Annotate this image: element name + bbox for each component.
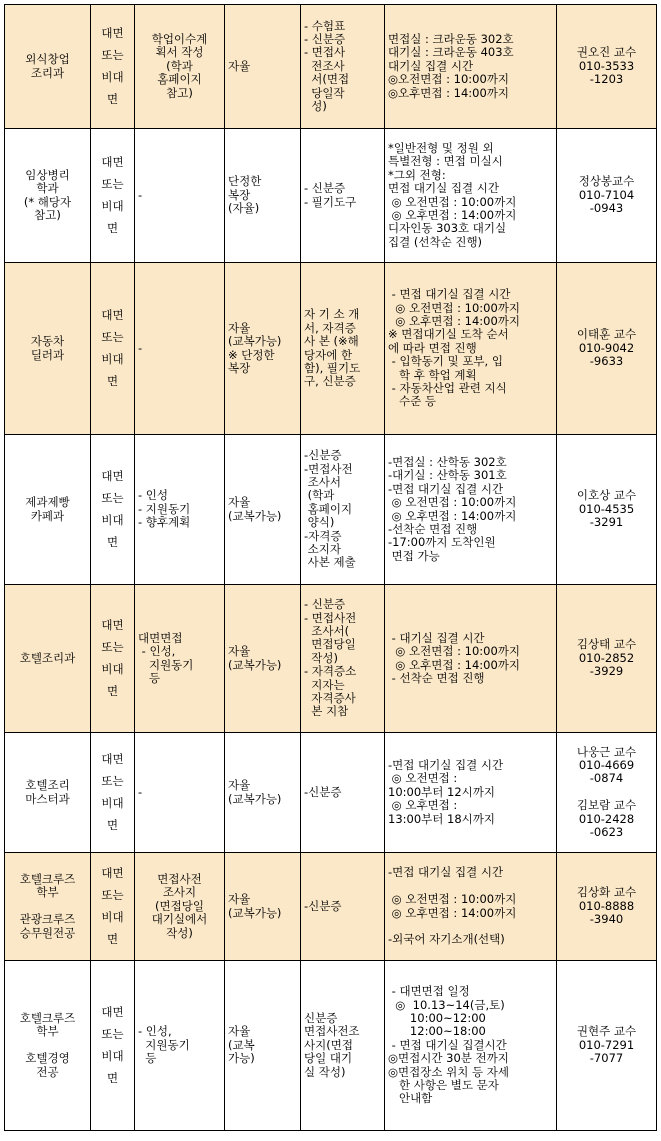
cell-line: 이호상 교수 xyxy=(576,488,637,503)
cell-line: 외식창업 xyxy=(25,52,70,67)
cell-line: 010-4669 xyxy=(578,757,635,772)
cell-line: -외국어 자기소개(선택) xyxy=(388,932,505,947)
cell-line: 010-2428 xyxy=(578,811,635,826)
cell-line: ◎오전면접 : 10:00까지 xyxy=(388,72,510,87)
cell-line: 대면 xyxy=(101,308,124,322)
cell-line: 대기실 : 크라운동 403호 xyxy=(388,45,514,60)
cell-line: ◎ 10.13~14(금,토) xyxy=(388,997,505,1012)
cell-line: 조사서 xyxy=(304,474,341,489)
department-cell xyxy=(5,435,91,585)
cell-line: 작성) xyxy=(166,925,193,940)
cell-line: ◎ 오전면접 : 10:00까지 xyxy=(388,495,517,510)
cell-line: 양식) xyxy=(304,515,335,530)
notes-cell xyxy=(385,5,557,129)
cell-line: 홈페이지 xyxy=(304,501,353,516)
cell-line: 사 본 (※해 xyxy=(304,334,359,349)
cell-line: -신분증 xyxy=(304,898,342,913)
interview-mode-cell xyxy=(91,5,135,129)
cell-line: 당자에 한 xyxy=(304,347,353,362)
cell-line xyxy=(560,786,653,799)
table-row xyxy=(5,853,657,961)
cell-line: ◎ 오전면접 : xyxy=(388,771,458,786)
cell-line: 한 사항은 별도 문자 xyxy=(388,1078,499,1093)
cell-line: 대면 xyxy=(101,26,124,40)
notes-cell xyxy=(385,961,557,1131)
cell-line: 대면 xyxy=(101,1005,124,1019)
required-items-cell xyxy=(301,129,385,263)
cell-line: -면접 대기실 집결 시간 xyxy=(388,865,504,880)
cell-line: 홈페이지 xyxy=(157,72,202,87)
cell-line: 대면 xyxy=(101,469,124,483)
cell-line: 학부 xyxy=(36,1024,59,1039)
cell-line: 획서 작성 xyxy=(155,45,204,60)
cell-line: 정상봉교수 xyxy=(578,174,635,189)
cell-line: -자격증 xyxy=(304,528,342,543)
interview-schedule-table xyxy=(4,4,657,1131)
cell-line: 성) xyxy=(304,99,327,114)
cell-line: - 인성 xyxy=(138,488,169,503)
cell-line: 가능) xyxy=(228,1051,255,1066)
cell-line: 비대 xyxy=(101,352,124,366)
dress-code-cell xyxy=(225,5,301,129)
cell-line: 대면 xyxy=(101,752,124,766)
cell-line: 대기실 집결 시간 xyxy=(388,58,474,73)
cell-line: - 지원동기 xyxy=(138,501,191,516)
cell-line: 비대 xyxy=(101,662,124,676)
cell-line: - 신분증 xyxy=(304,181,346,196)
cell-line: 수준 등 xyxy=(388,394,436,409)
cell-line: -1203 xyxy=(589,72,624,87)
interview-mode-cell xyxy=(91,129,135,263)
cell-line: -0874 xyxy=(589,771,624,786)
cell-line: 또는 xyxy=(101,177,124,191)
cell-line: -면접사전 xyxy=(304,461,353,476)
contact-cell xyxy=(557,733,657,853)
cell-line: - 면접사전 xyxy=(304,610,357,625)
department-cell xyxy=(5,961,91,1131)
cell-line: *일반전형 및 정원 외 xyxy=(388,140,494,155)
cell-line: (자율) xyxy=(228,201,260,216)
cell-line: 전조사 xyxy=(304,58,345,73)
cell-line: (교복가능) xyxy=(228,657,282,672)
cell-line: 호텔경영 xyxy=(25,1051,70,1066)
cell-line: 안내함 xyxy=(388,1091,433,1106)
interview-content-cell xyxy=(135,129,225,263)
cell-line: - 면접사 xyxy=(304,45,346,60)
cell-line: 010-9042 xyxy=(578,340,635,355)
cell-line: 면 xyxy=(106,92,119,106)
cell-line: 구, 신분증 xyxy=(304,374,356,389)
cell-line: -신분증 xyxy=(304,448,342,463)
notes-cell xyxy=(385,733,557,853)
cell-line: - 인성, xyxy=(138,644,176,659)
cell-line: 면접실 : 크라운동 302호 xyxy=(388,31,514,46)
cell-line: 13:00부터 18시까지 xyxy=(388,811,495,826)
department-cell xyxy=(5,585,91,733)
cell-line: 자격증사 xyxy=(304,691,356,706)
cell-line: 자율 xyxy=(228,495,251,510)
cell-line: 마스터과 xyxy=(25,791,70,806)
cell-line: 본 지참 xyxy=(304,704,349,719)
cell-line: 카페과 xyxy=(30,508,65,523)
cell-line: -3291 xyxy=(589,515,624,530)
cell-line: 10:00~12:00 xyxy=(388,1010,486,1025)
interview-content-cell xyxy=(135,263,225,435)
cell-line: - 수험표 xyxy=(304,18,346,33)
cell-line: 학부 xyxy=(36,885,59,900)
cell-line xyxy=(8,900,87,913)
table-row xyxy=(5,733,657,853)
cell-line: 작성) xyxy=(304,650,339,665)
cell-line: - xyxy=(138,784,143,799)
cell-line: 면 xyxy=(106,221,119,235)
cell-line: 자율 xyxy=(228,58,251,73)
cell-line: 자 기 소 개 xyxy=(304,307,360,322)
cell-line: -대기실 : 산학동 301호 xyxy=(388,468,507,483)
cell-line: 대기실에서 xyxy=(151,912,208,927)
dress-code-cell xyxy=(225,853,301,961)
cell-line: ◎ 오전면접 : 10:00까지 xyxy=(388,300,520,315)
cell-line: 신분증 xyxy=(304,1010,338,1025)
cell-line: 호텔조리과 xyxy=(19,650,76,665)
required-items-cell xyxy=(301,853,385,961)
cell-line: 또는 xyxy=(101,48,124,62)
cell-line: 또는 xyxy=(101,640,124,654)
required-items-cell xyxy=(301,5,385,129)
cell-line: ◎ 오전면접 : 10:00까지 xyxy=(388,892,517,907)
cell-line: 학 후 학업 계획 xyxy=(388,367,477,382)
table-row xyxy=(5,435,657,585)
cell-line xyxy=(8,1039,87,1052)
interview-mode-cell xyxy=(91,733,135,853)
required-items-cell xyxy=(301,961,385,1131)
cell-line: 자율 xyxy=(228,644,251,659)
cell-line: - 입학동기 및 포부, 입 xyxy=(388,354,503,369)
cell-line: 김상화 교수 xyxy=(576,885,637,900)
table-body xyxy=(5,5,657,1131)
cell-line: 학업이수계 xyxy=(151,31,208,46)
cell-line: 복장 xyxy=(228,360,251,375)
cell-line: 실 작성) xyxy=(304,1064,346,1079)
cell-line: ◎ 오후면접 : xyxy=(388,798,458,813)
cell-line: 김보람 교수 xyxy=(576,798,637,813)
cell-line: -3940 xyxy=(589,912,624,927)
cell-line: -17:00까지 도착인원 xyxy=(388,535,496,550)
cell-line: 또는 xyxy=(101,491,124,505)
cell-line: 비대 xyxy=(101,70,124,84)
cell-line: 10:00부터 12시까지 xyxy=(388,784,495,799)
cell-line: 자동차 xyxy=(30,334,65,349)
cell-line: 대면 xyxy=(101,866,124,880)
contact-cell xyxy=(557,961,657,1131)
department-cell xyxy=(5,263,91,435)
cell-line: *그외 전형: xyxy=(388,167,446,182)
cell-line: (교복가능) xyxy=(228,334,282,349)
cell-line: 등 xyxy=(138,1051,157,1066)
cell-line: 010-4535 xyxy=(578,501,635,516)
cell-line: 또는 xyxy=(101,330,124,344)
cell-line: -면접 대기실 집결 시간 xyxy=(388,757,504,772)
cell-line: - 자동차산업 관련 지식 xyxy=(388,381,507,396)
table-row xyxy=(5,129,657,263)
cell-line: (면접당일 xyxy=(155,898,204,913)
admission-interview-table-wrapper xyxy=(4,4,657,1131)
cell-line: -3929 xyxy=(589,664,624,679)
cell-line: 등 xyxy=(138,670,161,685)
contact-cell xyxy=(557,129,657,263)
cell-line: ◎ 오전면접 : 10:00까지 xyxy=(388,194,517,209)
cell-line: ◎ 오후면접 : 14:00까지 xyxy=(388,905,517,920)
required-items-cell xyxy=(301,435,385,585)
cell-line: (교복가능) xyxy=(228,508,282,523)
cell-line: ◎오후면접 : 14:00까지 xyxy=(388,85,510,100)
dress-code-cell xyxy=(225,733,301,853)
cell-line: -9633 xyxy=(589,354,624,369)
cell-line: 자율 xyxy=(228,1024,251,1039)
cell-line: 사본 제출 xyxy=(304,555,356,570)
cell-line: 서, 자격증 xyxy=(304,320,356,335)
cell-line: 호텔크루즈 xyxy=(19,1010,76,1025)
cell-line: 함), 필기도 xyxy=(304,360,361,375)
dress-code-cell xyxy=(225,435,301,585)
required-items-cell xyxy=(301,263,385,435)
cell-line: -선착순 면접 진행 xyxy=(388,521,478,536)
interview-mode-cell xyxy=(91,961,135,1131)
cell-line: 제과제빵 xyxy=(25,495,70,510)
cell-line: -0943 xyxy=(589,201,624,216)
interview-mode-cell xyxy=(91,853,135,961)
cell-line: 임상병리 xyxy=(25,167,70,182)
cell-line: 대면면접 xyxy=(138,630,183,645)
cell-line: 특별전형 : 면접 미실시 xyxy=(388,154,503,169)
table-row xyxy=(5,5,657,129)
cell-line: 비대 xyxy=(101,796,124,810)
cell-line: 지원동기 xyxy=(138,657,194,672)
contact-cell xyxy=(557,263,657,435)
cell-line: 면접사전조 xyxy=(304,1024,360,1039)
cell-line: 사지(면접 xyxy=(304,1037,353,1052)
cell-line: 김상태 교수 xyxy=(576,637,637,652)
notes-cell xyxy=(385,263,557,435)
cell-line: 조사지 xyxy=(162,885,197,900)
interview-content-cell xyxy=(135,733,225,853)
cell-line: -면접실 : 산학동 302호 xyxy=(388,454,507,469)
cell-line: (교복가능) xyxy=(228,905,282,920)
cell-line: ※ 면접대기실 도착 순서 xyxy=(388,327,509,342)
cell-line: -신분증 xyxy=(304,784,342,799)
notes-cell xyxy=(385,129,557,263)
cell-line: 면 xyxy=(106,932,119,946)
contact-cell xyxy=(557,853,657,961)
cell-line: 010-8888 xyxy=(578,898,635,913)
cell-line: ◎면접장소 위치 등 자세 xyxy=(388,1064,509,1079)
cell-line: (교복가능) xyxy=(228,791,282,806)
cell-line: 조리과 xyxy=(30,65,65,80)
cell-line: 대면 xyxy=(101,618,124,632)
cell-line: 집결 (선착순 진행) xyxy=(388,234,483,249)
cell-line: 또는 xyxy=(101,1027,124,1041)
cell-line: 에 따라 면접 진행 xyxy=(388,340,477,355)
cell-line: (교복 xyxy=(228,1037,255,1052)
cell-line: 면 xyxy=(106,374,119,388)
cell-line: - 면접 대기실 집결시간 xyxy=(388,1037,507,1052)
cell-line: 또는 xyxy=(101,888,124,902)
cell-line: 자율 xyxy=(228,892,251,907)
cell-line: 자율 xyxy=(228,778,251,793)
cell-line: 딜러과 xyxy=(30,347,65,362)
interview-content-cell xyxy=(135,961,225,1131)
cell-line: 또는 xyxy=(101,774,124,788)
contact-cell xyxy=(557,585,657,733)
dress-code-cell xyxy=(225,129,301,263)
cell-line: 면 xyxy=(106,1071,119,1085)
contact-cell xyxy=(557,435,657,585)
cell-line: 지자는 xyxy=(304,677,345,692)
cell-line: 12:00~18:00 xyxy=(388,1024,486,1039)
cell-line: 참고) xyxy=(34,207,61,222)
interview-content-cell xyxy=(135,435,225,585)
cell-line: 권오진 교수 xyxy=(576,45,637,60)
cell-line: 조사서( xyxy=(304,623,350,638)
cell-line: - 선착순 면접 진행 xyxy=(388,670,485,685)
notes-cell xyxy=(385,585,557,733)
cell-line: (학과 xyxy=(166,58,193,73)
cell-line: - 신분증 xyxy=(304,31,346,46)
cell-line: 권현주 교수 xyxy=(576,1024,637,1039)
cell-line: - 대면면접 일정 xyxy=(388,984,470,999)
department-cell xyxy=(5,129,91,263)
cell-line: 당일작 xyxy=(304,85,345,100)
cell-line: (학과 xyxy=(304,488,335,503)
cell-line: 당일 대기 xyxy=(304,1051,353,1066)
cell-line xyxy=(388,880,553,893)
cell-line: - 인성, xyxy=(138,1024,172,1039)
cell-line: 소지자 xyxy=(304,542,341,557)
cell-line: 이태훈 교수 xyxy=(576,327,637,342)
cell-line: 면접당일 xyxy=(304,637,356,652)
cell-line: (* 해당자 xyxy=(23,194,72,209)
table-row xyxy=(5,961,657,1131)
cell-line: 010-3533 xyxy=(578,58,635,73)
cell-line: -면접 대기실 집결 시간 xyxy=(388,481,504,496)
cell-line: 승무원전공 xyxy=(19,925,76,940)
cell-line: 단정한 xyxy=(228,174,262,189)
cell-line: 면 xyxy=(106,684,119,698)
cell-line: -7077 xyxy=(589,1051,624,1066)
notes-cell xyxy=(385,435,557,585)
department-cell xyxy=(5,5,91,129)
cell-line: - 자격증소 xyxy=(304,664,357,679)
cell-line: - xyxy=(138,187,143,202)
cell-line: 관광크루즈 xyxy=(19,912,76,927)
cell-line: 면 xyxy=(106,535,119,549)
interview-content-cell xyxy=(135,853,225,961)
cell-line: ◎면접시간 30분 전까지 xyxy=(388,1051,509,1066)
cell-line: ◎ 오후면접 : 14:00까지 xyxy=(388,657,520,672)
cell-line: 면 xyxy=(106,818,119,832)
cell-line: 자율 xyxy=(228,320,251,335)
cell-line xyxy=(388,920,553,933)
department-cell xyxy=(5,733,91,853)
cell-line: - 신분증 xyxy=(304,597,346,612)
cell-line: 010-2852 xyxy=(578,650,635,665)
cell-line: 디자인동 303호 대기실 xyxy=(388,221,507,236)
dress-code-cell xyxy=(225,585,301,733)
cell-line: - 필기도구 xyxy=(304,194,357,209)
cell-line: - 면접 대기실 집결 시간 xyxy=(388,287,511,302)
cell-line: ◎ 오후면접 : 14:00까지 xyxy=(388,313,520,328)
cell-line: 나웅근 교수 xyxy=(576,744,637,759)
notes-cell xyxy=(385,853,557,961)
dress-code-cell xyxy=(225,961,301,1131)
cell-line: ◎ 오후면접 : 14:00까지 xyxy=(388,508,517,523)
cell-line: 학과 xyxy=(36,181,59,196)
cell-line: - 향후계획 xyxy=(138,515,191,530)
table-row xyxy=(5,585,657,733)
interview-content-cell xyxy=(135,5,225,129)
cell-line: 대면 xyxy=(101,155,124,169)
interview-mode-cell xyxy=(91,263,135,435)
cell-line: 비대 xyxy=(101,910,124,924)
cell-line: 서(면접 xyxy=(304,72,350,87)
required-items-cell xyxy=(301,585,385,733)
required-items-cell xyxy=(301,733,385,853)
cell-line: 면접 가능 xyxy=(388,548,440,563)
cell-line: 참고) xyxy=(166,85,193,100)
interview-content-cell xyxy=(135,585,225,733)
cell-line: ◎ 오전면접 : 10:00까지 xyxy=(388,644,520,659)
interview-mode-cell xyxy=(91,435,135,585)
cell-line: 전공 xyxy=(36,1064,59,1079)
cell-line: 010-7291 xyxy=(578,1037,635,1052)
cell-line: 면접사전 xyxy=(157,871,202,886)
cell-line: 비대 xyxy=(101,513,124,527)
cell-line: 비대 xyxy=(101,199,124,213)
cell-line: ◎ 오후면접 : 14:00까지 xyxy=(388,207,517,222)
cell-line: 복장 xyxy=(228,187,251,202)
cell-line: 010-7104 xyxy=(578,187,635,202)
cell-line: 호텔조리 xyxy=(25,778,70,793)
cell-line: 면접 대기실 집결 시간 xyxy=(388,181,499,196)
table-row xyxy=(5,263,657,435)
cell-line: 호텔크루즈 xyxy=(19,871,76,886)
cell-line: ※ 단정한 xyxy=(228,347,275,362)
dress-code-cell xyxy=(225,263,301,435)
cell-line: 지원동기 xyxy=(138,1037,190,1052)
cell-line: -0623 xyxy=(589,825,624,840)
cell-line: 비대 xyxy=(101,1049,124,1063)
interview-mode-cell xyxy=(91,585,135,733)
cell-line: - 대기실 집결 시간 xyxy=(388,630,485,645)
department-cell xyxy=(5,853,91,961)
cell-line: - xyxy=(138,340,143,355)
contact-cell xyxy=(557,5,657,129)
